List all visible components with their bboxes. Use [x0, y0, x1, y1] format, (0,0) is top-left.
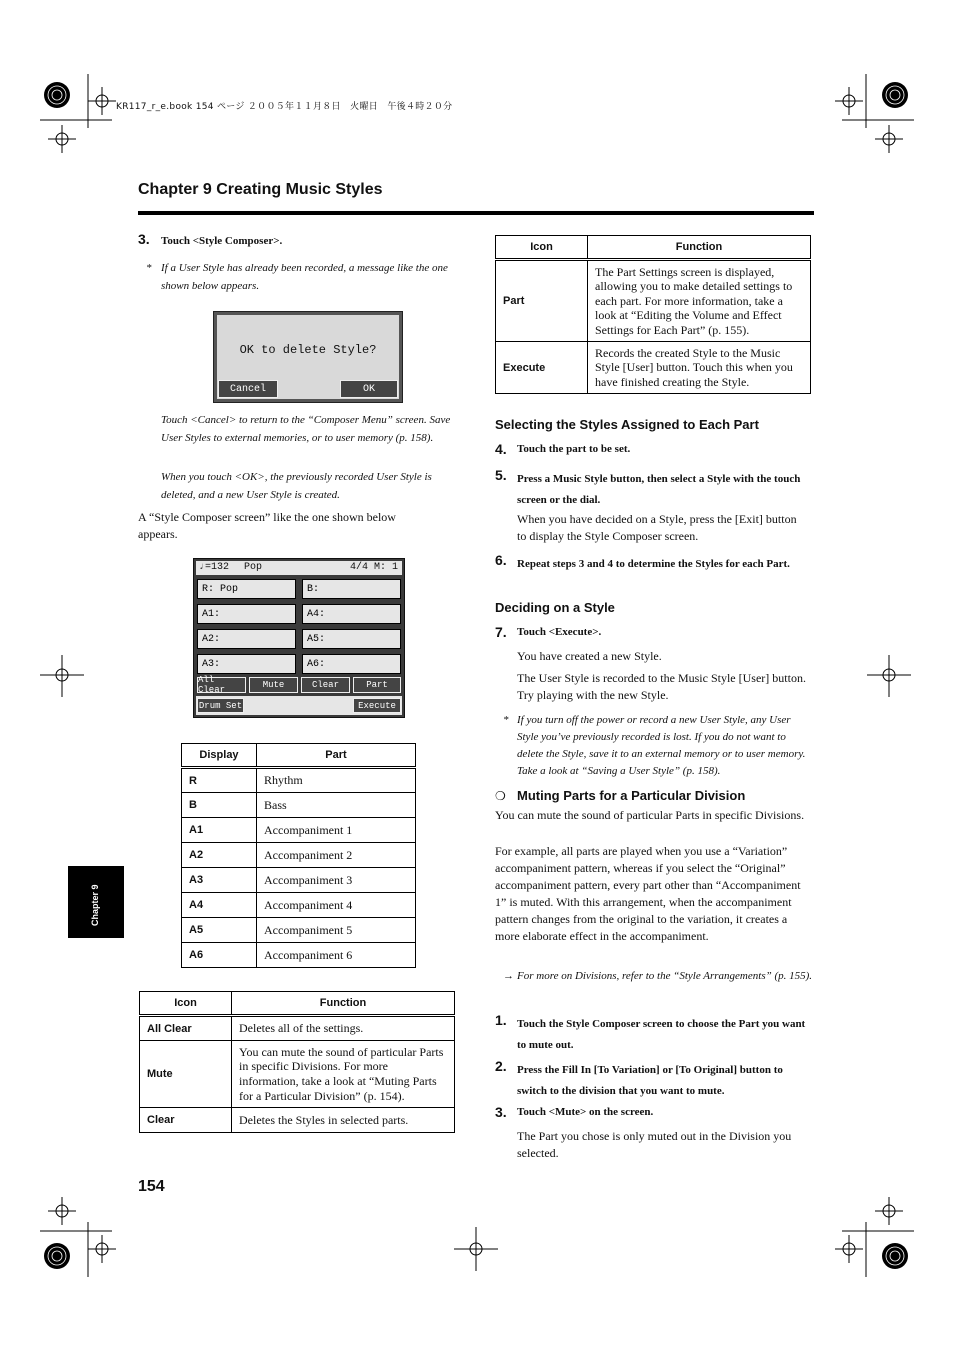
- table-cell: A1: [182, 818, 257, 843]
- arrow-icon: →: [503, 970, 514, 982]
- mute-button[interactable]: Mute: [249, 677, 298, 693]
- table-cell: All Clear: [140, 1016, 232, 1041]
- table-cell: Part: [496, 260, 588, 342]
- step-number: 1.: [495, 1012, 507, 1028]
- table-row: [140, 1041, 455, 1108]
- step-number: 2.: [495, 1058, 507, 1074]
- table-cell: R: [182, 768, 257, 793]
- execute-button[interactable]: Execute: [353, 698, 401, 713]
- reference-note: For more on Divisions, refer to the “Style Arrangements” (p. 155).: [517, 970, 813, 982]
- style-composer-screen: [193, 558, 405, 718]
- display-part-table: [181, 743, 416, 968]
- table-row: [182, 768, 416, 793]
- screen-status-bar: [196, 561, 402, 575]
- part-button-a2[interactable]: A2:: [197, 629, 296, 649]
- step-text: Touch <Mute> on the screen.: [517, 1106, 654, 1118]
- part-button[interactable]: Part: [353, 677, 401, 693]
- table-row: [182, 893, 416, 918]
- step-number: 4.: [495, 441, 507, 457]
- table-row: [182, 943, 416, 968]
- meter-display: 4/4 M: 1: [350, 562, 399, 573]
- chapter-title: Chapter 9 Creating Music Styles: [138, 181, 383, 198]
- table-cell: You can mute the sound of particular Parts in specific Divisions. For more information, take a look at “Muting Parts for a Particular Division” (p. 154).: [232, 1041, 455, 1108]
- body-paragraph: You can mute the sound of particular Parts in specific Divisions.: [495, 808, 805, 822]
- step-number: 5.: [495, 467, 507, 483]
- body-paragraph: For example, all parts are played when you use a “Variation” accompaniment pattern, whereas if you select the “Original” accompaniment pattern, every part other than “Accompaniment 1” is muted. With this arrangement, when the accompaniment pattern changes from the original to the variation, it creates a more elaborate effect in the accompaniment.: [495, 844, 801, 943]
- style-name-display: Pop: [244, 562, 263, 573]
- part-button-a3[interactable]: A3:: [197, 654, 296, 674]
- step-text: Repeat steps 3 and 4 to determine the Styles for each Part.: [517, 558, 790, 570]
- table-cell: The Part Settings screen is displayed, allowing you to make detailed settings to each part. For more information, take a look at “Editing the Volume and Effect Settings for Each Part” (p. 155).: [588, 260, 811, 342]
- all-clear-button[interactable]: All Clear: [197, 677, 246, 693]
- chapter-side-tab-label: Chapter 9: [90, 884, 100, 926]
- table-cell: Accompaniment 4: [257, 893, 416, 918]
- note-text: If a User Style has already been recorded, a message like the one shown below appears.: [161, 262, 448, 292]
- section-heading: Selecting the Styles Assigned to Each Part: [495, 417, 759, 432]
- note-text: If you turn off the power or record a new User Style, any User Style you’ve previously recorded is lost. If you do not want to delete the Style, save it to an external memory or to user memory. Take a look at “Saving a User Style” (p. 158).: [517, 714, 806, 777]
- table-row: [496, 260, 811, 342]
- table-cell: Mute: [140, 1041, 232, 1108]
- step-text: Press a Music Style button, then select a Style with the touch screen or the dial.: [517, 473, 801, 506]
- section-heading: Deciding on a Style: [495, 600, 615, 615]
- cancel-button[interactable]: Cancel: [218, 380, 278, 398]
- step-text: Touch the part to be set.: [517, 443, 631, 455]
- part-button-a5[interactable]: A5:: [302, 629, 401, 649]
- step-text: Press the Fill In [To Variation] or [To Original] button to switch to the division that you want to mute.: [517, 1064, 783, 1097]
- table-row: [182, 843, 416, 868]
- part-button-a6[interactable]: A6:: [302, 654, 401, 674]
- step-number: 3.: [495, 1104, 507, 1120]
- part-button-a1[interactable]: A1:: [197, 604, 296, 624]
- table-cell: Records the created Style to the Music Style [User] button. Touch this when you have finished creating the Style.: [588, 342, 811, 394]
- file-header-note: KR117_r_e.book 154 ページ ２００５年１１月８日 火曜日 午後４時２０分: [116, 102, 453, 112]
- body-paragraph: A “Style Composer screen” like the one shown below appears.: [138, 510, 396, 541]
- table-header: Function: [232, 992, 455, 1016]
- table-cell: B: [182, 793, 257, 818]
- table-cell: A6: [182, 943, 257, 968]
- table-cell: Execute: [496, 342, 588, 394]
- note-marker: *: [503, 714, 509, 726]
- part-button-r[interactable]: R: Pop: [197, 579, 296, 599]
- table-cell: A3: [182, 868, 257, 893]
- table-cell: Accompaniment 1: [257, 818, 416, 843]
- table-header: Display: [182, 744, 257, 768]
- part-button-a4[interactable]: A4:: [302, 604, 401, 624]
- table-cell: Accompaniment 2: [257, 843, 416, 868]
- chapter-rule: [138, 211, 814, 215]
- section-heading: Muting Parts for a Particular Division: [517, 788, 746, 803]
- step-text: Touch the Style Composer screen to choose the Part you want to mute out.: [517, 1018, 806, 1051]
- icon-function-table-left: [139, 991, 455, 1133]
- table-cell: Accompaniment 6: [257, 943, 416, 968]
- table-header: Icon: [496, 236, 588, 260]
- table-row: [140, 1108, 455, 1133]
- table-row: [182, 918, 416, 943]
- table-row: [182, 818, 416, 843]
- bullet-icon: ❍: [495, 789, 506, 803]
- part-button-b[interactable]: B:: [302, 579, 401, 599]
- table-cell: Bass: [257, 793, 416, 818]
- table-header: Part: [257, 744, 416, 768]
- table-header: Icon: [140, 992, 232, 1016]
- table-cell: Rhythm: [257, 768, 416, 793]
- table-cell: Clear: [140, 1108, 232, 1133]
- body-paragraph: You have created a new Style.: [517, 649, 662, 663]
- note-text: When you touch <OK>, the previously recorded User Style is deleted, and a new User Style is created.: [161, 471, 432, 501]
- step-number: 6.: [495, 552, 507, 568]
- table-cell: A2: [182, 843, 257, 868]
- table-cell: A5: [182, 918, 257, 943]
- chapter-side-tab: [68, 866, 124, 938]
- page-number: 154: [138, 1178, 165, 1195]
- icon-function-table-right: [495, 235, 811, 394]
- table-cell: Accompaniment 3: [257, 868, 416, 893]
- body-paragraph: When you have decided on a Style, press the [Exit] button to display the Style Composer screen.: [517, 512, 797, 543]
- table-cell: Accompaniment 5: [257, 918, 416, 943]
- tempo-display: ♩=132: [199, 562, 230, 573]
- table-cell: Deletes the Styles in selected parts.: [232, 1108, 455, 1133]
- step-number: 3.: [138, 231, 150, 247]
- body-paragraph: The User Style is recorded to the Music Style [User] button. Try playing with the new Style.: [517, 671, 806, 702]
- drum-set-button[interactable]: Drum Set: [197, 698, 244, 713]
- note-marker: *: [146, 262, 152, 274]
- table-row: [182, 868, 416, 893]
- table-header: Function: [588, 236, 811, 260]
- table-row: [140, 1016, 455, 1041]
- step-text: Touch <Style Composer>.: [161, 235, 283, 247]
- table-row: [182, 793, 416, 818]
- ok-button[interactable]: OK: [340, 380, 398, 398]
- step-text: Touch <Execute>.: [517, 626, 602, 638]
- note-text: Touch <Cancel> to return to the “Composer Menu” screen. Save User Styles to external memories, or to user memory (p. 158).: [161, 414, 451, 444]
- body-paragraph: The Part you chose is only muted out in the Division you selected.: [517, 1129, 792, 1160]
- step-number: 7.: [495, 624, 507, 640]
- table-row: [496, 342, 811, 394]
- table-cell: A4: [182, 893, 257, 918]
- clear-button[interactable]: Clear: [301, 677, 350, 693]
- delete-style-dialog: [213, 311, 403, 403]
- table-cell: Deletes all of the settings.: [232, 1016, 455, 1041]
- dialog-message: OK to delete Style?: [239, 343, 377, 357]
